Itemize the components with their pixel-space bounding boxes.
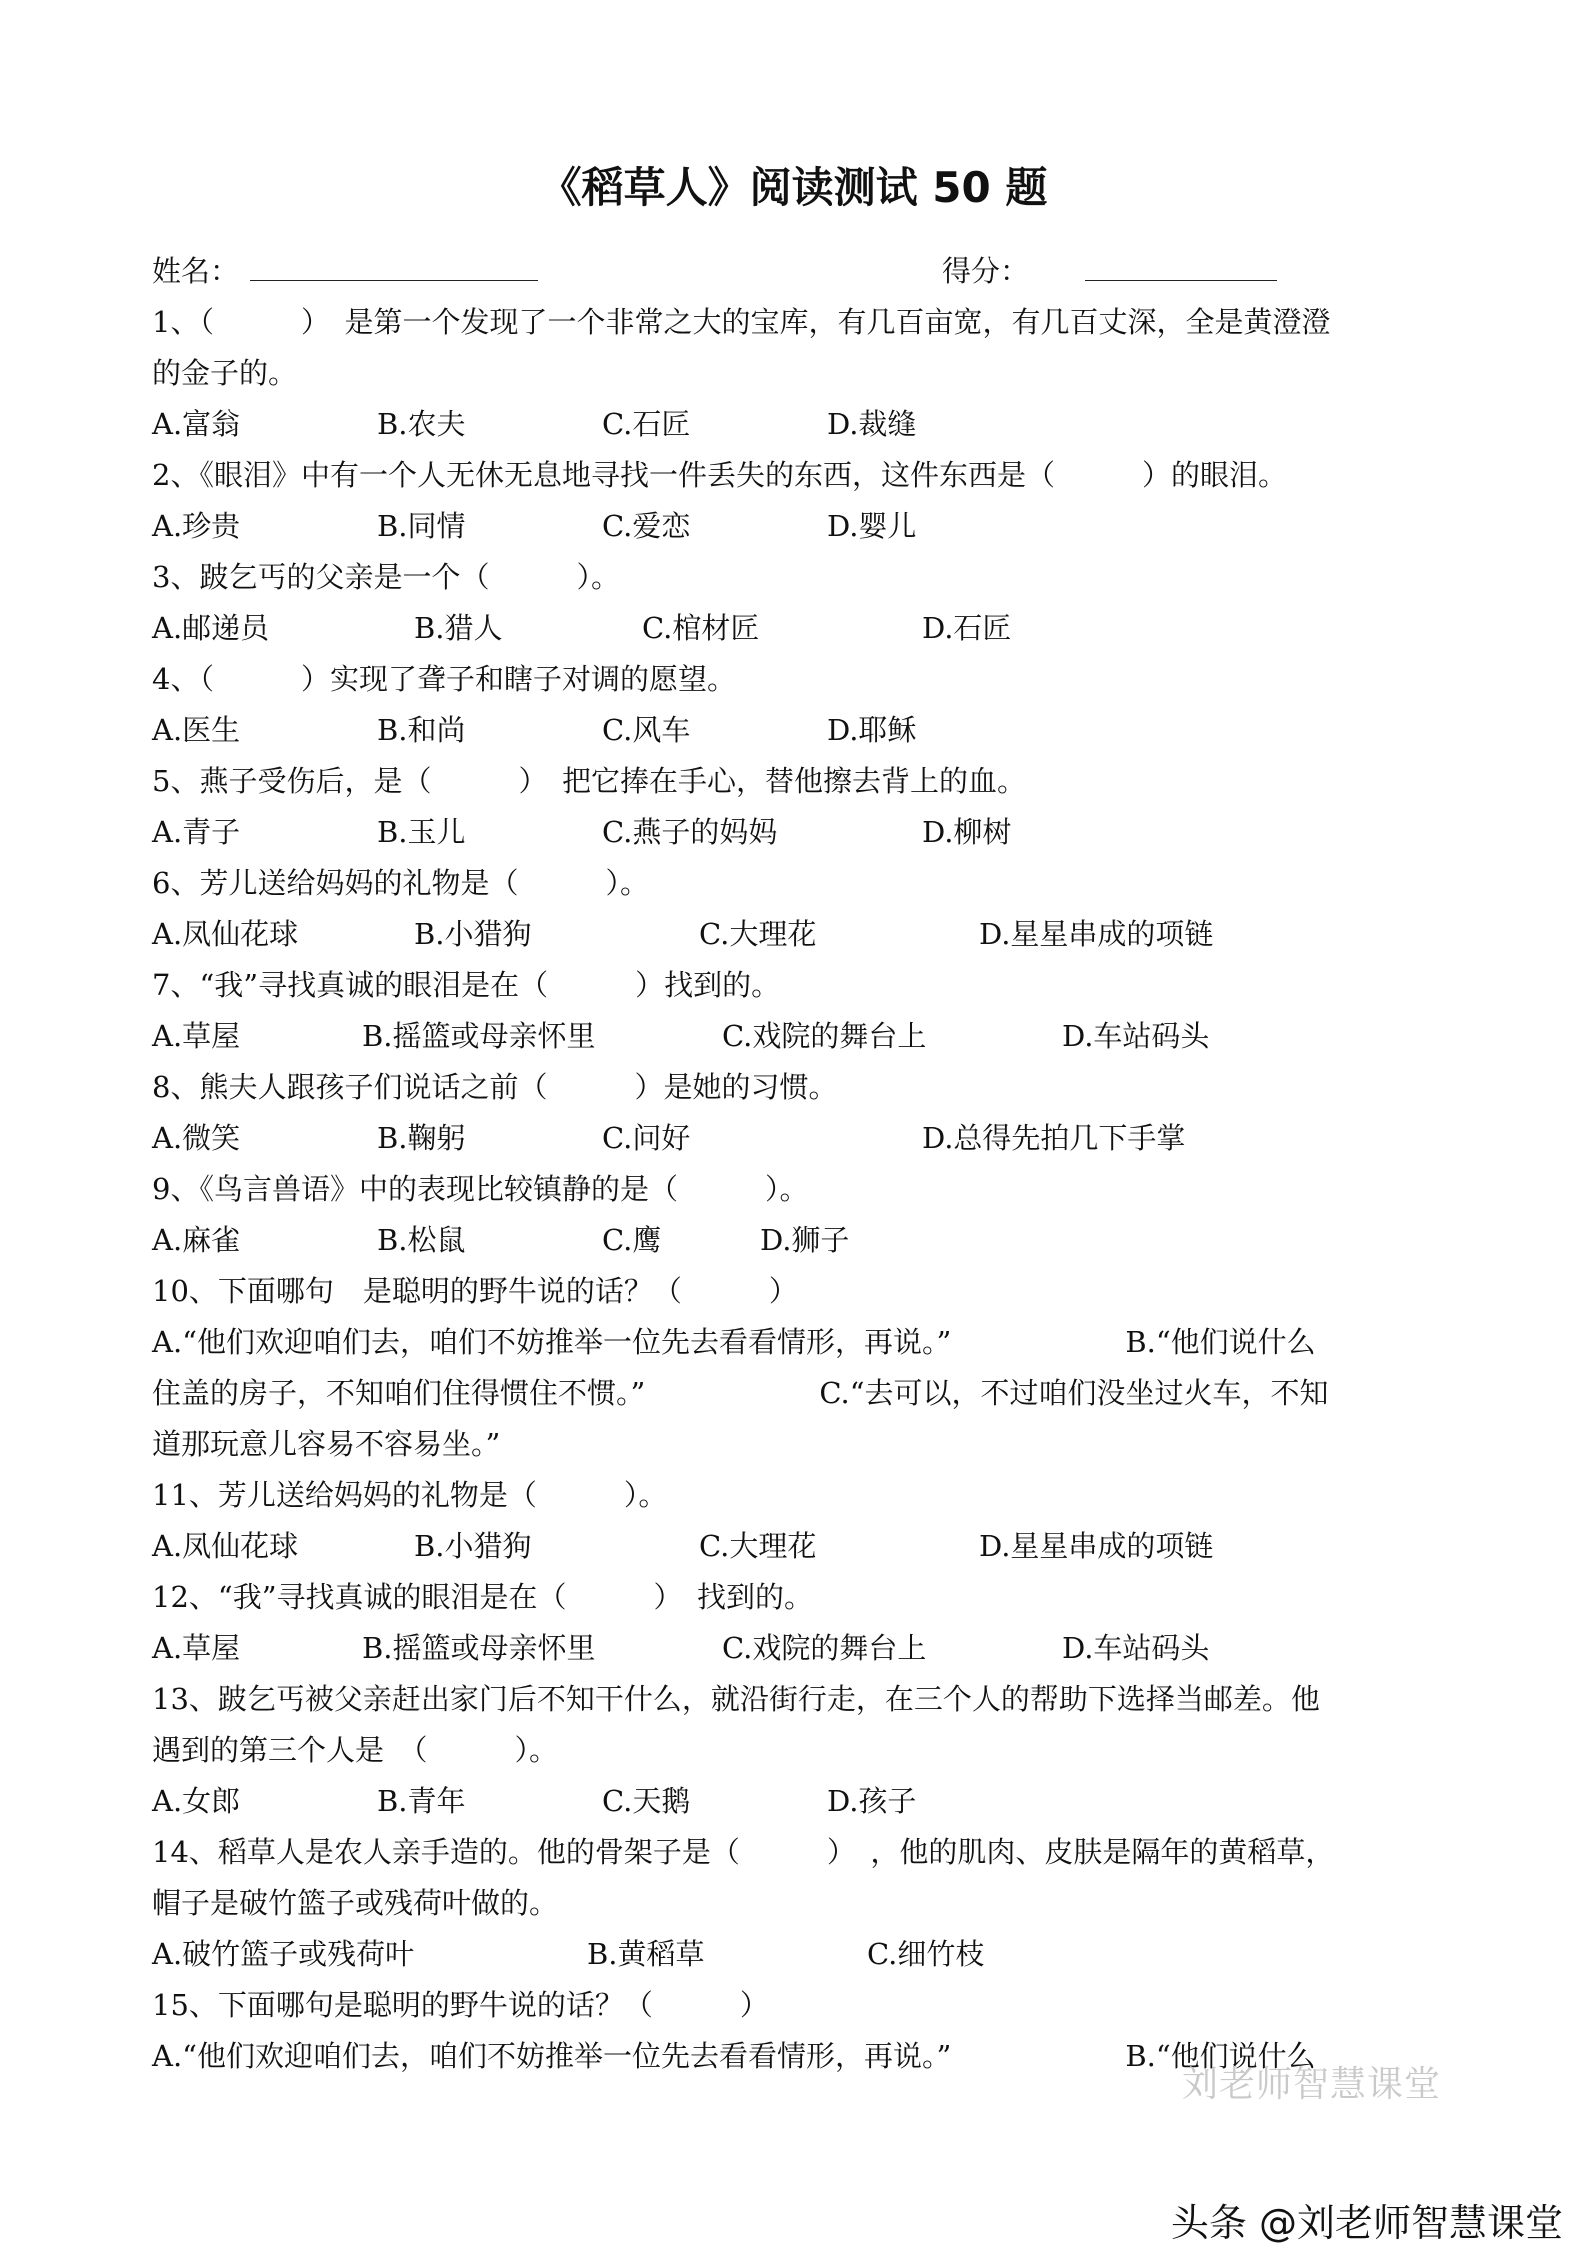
- option-b: B.和尚: [377, 713, 466, 747]
- name-label: 姓名：: [152, 254, 240, 288]
- option-b: B.松鼠: [377, 1223, 466, 1257]
- question-text: 7、“我”寻找真诚的眼泪是在（ ）找到的。: [152, 968, 781, 1002]
- option-a: A.麻雀: [152, 1223, 241, 1257]
- option-c: C.棺材匠: [642, 611, 760, 645]
- option-c: C.大理花: [699, 917, 817, 951]
- option-c: C.大理花: [699, 1529, 817, 1563]
- score-blank-line: [1085, 280, 1277, 281]
- option-c: C.戏院的舞台上: [722, 1019, 927, 1053]
- option-d: D.狮子: [760, 1223, 850, 1257]
- question-text: 11、芳儿送给妈妈的礼物是（ ）。: [152, 1478, 668, 1512]
- question-text: 帽子是破竹篮子或残荷叶做的。: [152, 1886, 559, 1920]
- question-text: 8、熊夫人跟孩子们说话之前（ ）是她的习惯。: [152, 1070, 838, 1104]
- option-d: D.孩子: [827, 1784, 917, 1818]
- option-a: A.微笑: [152, 1121, 241, 1155]
- option-a: A.青子: [152, 815, 241, 849]
- question-text: 1、（ ） 是第一个发现了一个非常之大的宝库，有几百亩宽，有几百丈深，全是黄澄澄: [152, 305, 1331, 339]
- option-d: D.耶稣: [827, 713, 917, 747]
- option-b: B.猎人: [414, 611, 503, 645]
- question-text: 12、“我”寻找真诚的眼泪是在（ ） 找到的。: [152, 1580, 814, 1614]
- question-text: 2、《眼泪》中有一个人无休无息地寻找一件丢失的东西，这件东西是（ ）的眼泪。: [152, 458, 1287, 492]
- option-b: B.摇篮或母亲怀里: [362, 1019, 596, 1053]
- question-text: 13、跛乞丐被父亲赶出家门后不知干什么，就沿街行走，在三个人的帮助下选择当邮差。他: [152, 1682, 1320, 1716]
- document-title: 《稻草人》阅读测试 50 题: [539, 163, 1048, 212]
- option-a: A.草屋: [152, 1631, 241, 1665]
- footer-credit: 头条 @刘老师智慧课堂: [1170, 2201, 1563, 2245]
- watermark: 刘老师智慧课堂: [1181, 2064, 1441, 2105]
- option-d: D.裁缝: [827, 407, 917, 441]
- question-text: 6、芳儿送给妈妈的礼物是（ ）。: [152, 866, 649, 900]
- option-a: A.凤仙花球: [152, 917, 299, 951]
- option-d: D.石匠: [922, 611, 1012, 645]
- option-c: C.鹰: [602, 1223, 662, 1257]
- option-a: A.凤仙花球: [152, 1529, 299, 1563]
- option-b: B.黄稻草: [587, 1937, 705, 1971]
- option-a: A.医生: [152, 713, 241, 747]
- option-text-line: 住盖的房子，不知咱们住得惯住不惯。” C.“去可以，不过咱们没坐过火车，不知: [152, 1376, 1329, 1410]
- option-c: C.石匠: [602, 407, 691, 441]
- option-a: A.破竹篮子或残荷叶: [152, 1937, 415, 1971]
- option-d: D.车站码头: [1062, 1019, 1210, 1053]
- score-label: 得分：: [942, 254, 1030, 288]
- option-c: C.天鹅: [602, 1784, 691, 1818]
- option-c: C.细竹枝: [867, 1937, 985, 1971]
- name-blank-line: [250, 280, 538, 281]
- question-text: 3、跛乞丐的父亲是一个（ ）。: [152, 560, 620, 594]
- question-text: 10、下面哪句 是聪明的野牛说的话？（ ）: [152, 1274, 798, 1308]
- option-a: A.邮递员: [152, 611, 270, 645]
- option-d: D.星星串成的项链: [979, 917, 1214, 951]
- option-d: D.柳树: [922, 815, 1012, 849]
- option-c: C.爱恋: [602, 509, 691, 543]
- question-text: 15、下面哪句是聪明的野牛说的话？（ ）: [152, 1988, 769, 2022]
- option-d: D.车站码头: [1062, 1631, 1210, 1665]
- option-d: D.星星串成的项链: [979, 1529, 1214, 1563]
- question-text: 5、燕子受伤后，是（ ） 把它捧在手心，替他擦去背上的血。: [152, 764, 1026, 798]
- option-c: C.戏院的舞台上: [722, 1631, 927, 1665]
- option-c: C.问好: [602, 1121, 691, 1155]
- option-d: D.婴儿: [827, 509, 917, 543]
- option-b: B.玉儿: [377, 815, 466, 849]
- option-b: B.小猎狗: [414, 1529, 532, 1563]
- option-text-line: 道那玩意儿容易不容易坐。”: [152, 1427, 501, 1461]
- option-a: A.珍贵: [152, 509, 241, 543]
- question-text: 9、《鸟言兽语》中的表现比较镇静的是（ ）。: [152, 1172, 809, 1206]
- option-b: B.农夫: [377, 407, 466, 441]
- option-text-line: A.“他们欢迎咱们去，咱们不妨推举一位先去看看情形，再说。” B.“他们说什么: [152, 2039, 1316, 2073]
- option-text-line: A.“他们欢迎咱们去，咱们不妨推举一位先去看看情形，再说。” B.“他们说什么: [152, 1325, 1316, 1359]
- option-a: A.富翁: [152, 407, 241, 441]
- option-b: B.青年: [377, 1784, 466, 1818]
- option-d: D.总得先拍几下手掌: [922, 1121, 1186, 1155]
- option-b: B.摇篮或母亲怀里: [362, 1631, 596, 1665]
- option-c: C.燕子的妈妈: [602, 815, 778, 849]
- option-b: B.鞠躬: [377, 1121, 466, 1155]
- option-b: B.小猎狗: [414, 917, 532, 951]
- name-score-row: [152, 246, 1452, 297]
- question-text: 4、（ ）实现了聋子和瞎子对调的愿望。: [152, 662, 736, 696]
- question-text: 14、稻草人是农人亲手造的。他的骨架子是（ ） ，他的肌肉、皮肤是隔年的黄稻草，: [152, 1835, 1335, 1869]
- option-b: B.同情: [377, 509, 466, 543]
- option-a: A.女郎: [152, 1784, 241, 1818]
- option-a: A.草屋: [152, 1019, 241, 1053]
- option-c: C.风车: [602, 713, 691, 747]
- question-text: 的金子的。: [152, 356, 298, 390]
- question-text: 遇到的第三个人是 （ ）。: [152, 1733, 559, 1767]
